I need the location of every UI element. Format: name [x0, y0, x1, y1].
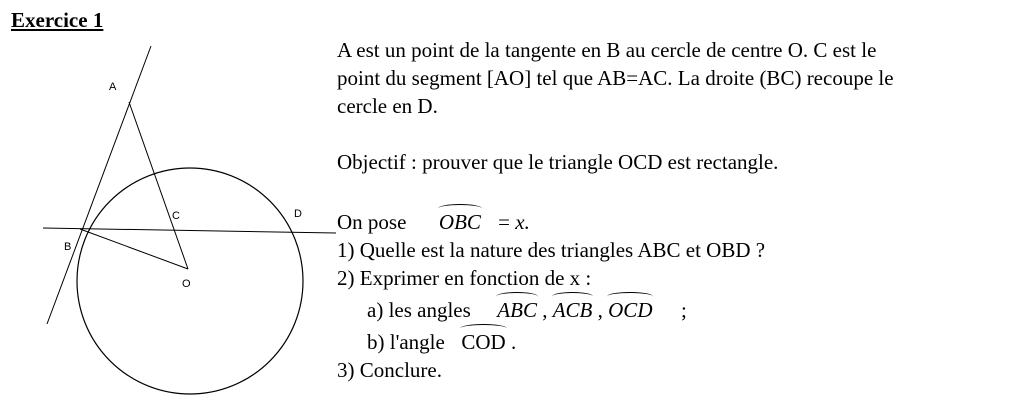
angle-ocd: OCD [608, 292, 652, 324]
label-a: A [109, 81, 117, 93]
question-1: 1) Quelle est la nature des triangles ABC et OBD ? [337, 238, 766, 262]
statement-line-3: cercle en D. [337, 94, 438, 118]
question-3: 3) Conclure. [337, 358, 442, 382]
tangent-line [47, 46, 151, 324]
label-c: C [172, 210, 180, 222]
angle-acb: ACB [553, 292, 593, 324]
pose-equals: = [498, 210, 516, 234]
q2a-sep-2: , [592, 298, 609, 322]
angle-abc: ABC [497, 292, 537, 324]
pose-variable: x. [515, 210, 530, 234]
q2b-prefix: b) l'angle [367, 330, 445, 354]
exercise-title: Exercice 1 [11, 8, 104, 32]
angle-obc: OBC [439, 204, 481, 236]
statement-line-1: A est un point de la tangente en B au cercle de centre O. C est le [337, 38, 877, 62]
q2a-prefix: a) les angles [367, 298, 471, 322]
label-o: O [182, 278, 191, 290]
segment-ao [129, 102, 188, 269]
question-2: 2) Exprimer en fonction de x : [337, 266, 592, 290]
segment-bo [80, 229, 188, 269]
pose-prefix: On pose [337, 210, 407, 234]
objective: Objectif : prouver que le triangle OCD est rectangle. [337, 150, 779, 174]
exercise-text [337, 36, 997, 384]
question-2a [337, 292, 997, 324]
pose-line [337, 204, 997, 236]
label-d: D [294, 208, 302, 220]
line-bc [43, 228, 336, 233]
q2a-suffix: ; [680, 298, 687, 322]
statement-line-2: point du segment [AO] tel que AB=AC. La droite (BC) recoupe le [337, 66, 894, 90]
geometry-figure [0, 0, 336, 413]
q2b-suffix: . [505, 330, 517, 354]
q2a-sep-1: , [536, 298, 553, 322]
label-b: B [64, 241, 72, 253]
angle-cod: COD [461, 324, 505, 356]
question-2b [337, 324, 997, 356]
